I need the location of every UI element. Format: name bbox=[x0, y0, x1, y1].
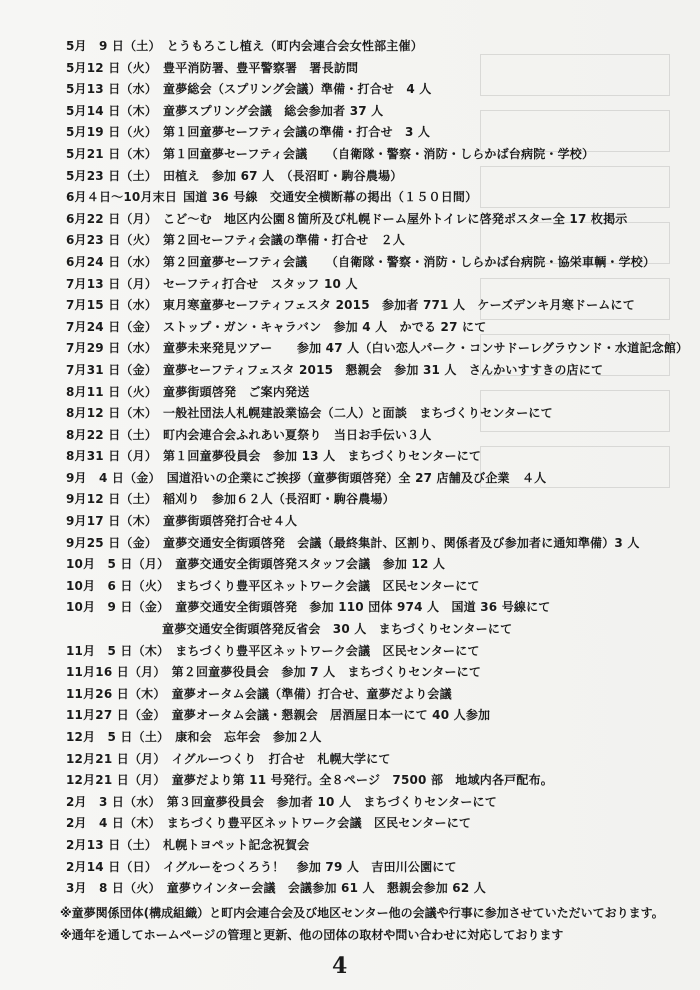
entry-date: 6月４日～10月末日 bbox=[66, 190, 178, 205]
entry-text: 童夢交通安全街頭啓発 参加 110 団体 974 人 国道 36 号線にて bbox=[175, 600, 551, 615]
entry-date: 8月12 日（木） bbox=[66, 406, 158, 421]
entry-date: 10月 5 日（月） bbox=[66, 557, 170, 572]
entry-date: 7月24 日（金） bbox=[66, 319, 158, 334]
entry-text: 童夢総会（スプリング会議）準備・打合せ 4 人 bbox=[163, 82, 432, 97]
entry-date: 7月15 日（水） bbox=[66, 298, 158, 313]
list-item bbox=[0, 338, 700, 360]
entry-date: 5月12 日（火） bbox=[66, 60, 158, 75]
list-item bbox=[0, 684, 700, 706]
entry-date: 12月21 日（月） bbox=[66, 773, 166, 788]
entry-date: 12月21 日（月） bbox=[66, 751, 166, 766]
list-item bbox=[0, 576, 700, 598]
entry-date: 8月22 日（土） bbox=[66, 427, 158, 442]
entry-date: 2月 3 日（水） bbox=[66, 794, 161, 809]
entry-text: 童夢交通安全街頭啓発反省会 30 人 まちづくりセンターにて bbox=[162, 622, 513, 637]
list-item bbox=[0, 446, 700, 468]
entry-text: 第１回童夢セーフティ会議 （自衛隊・警察・消防・しらかば台病院・学校） bbox=[163, 146, 595, 161]
entry-date: 2月 4 日（木） bbox=[66, 816, 161, 831]
list-item bbox=[0, 295, 700, 317]
entry-date: 9月12 日（土） bbox=[66, 492, 158, 507]
entry-text: とうもろこし植え（町内会連合会女性部主催） bbox=[166, 39, 423, 53]
entry-text: 東月寒童夢セーフティフェスタ 2015 参加者 771 人 ケーズデンキ月寒ドームにて bbox=[163, 298, 635, 313]
entry-date: 3月 8 日（火） bbox=[66, 881, 161, 896]
list-item bbox=[0, 705, 700, 727]
entry-text: 第３回童夢役員会 参加者 10 人 まちづくりセンターにて bbox=[166, 794, 497, 809]
list-item bbox=[0, 58, 700, 80]
list-item bbox=[0, 252, 700, 274]
list-item bbox=[0, 770, 700, 792]
entry-text: 町内会連合会ふれあい夏祭り 当日お手伝い３人 bbox=[163, 427, 432, 442]
entry-text: 童夢オータム会議・懇親会 居酒屋日本一にて 40 人参加 bbox=[171, 708, 491, 723]
entry-date: 5月 9 日（土） bbox=[66, 39, 161, 53]
entry-text: 稲刈り 参加６２人（長沼町・駒谷農場） bbox=[163, 492, 395, 507]
entry-text: 童夢未来発見ツアー 参加 47 人（白い恋人パーク・コンサドーレグラウンド・水道記念館） bbox=[163, 341, 689, 356]
entry-date: 11月16 日（月） bbox=[66, 665, 166, 680]
list-item bbox=[0, 619, 700, 641]
list-item bbox=[0, 122, 700, 144]
list-item bbox=[0, 533, 700, 555]
entry-text: 童夢セーフティフェスタ 2015 懇親会 参加 31 人 さんかいすすきの店にて bbox=[163, 362, 604, 377]
entry-date: 5月13 日（水） bbox=[66, 82, 158, 97]
entry-date: 5月14 日（木） bbox=[66, 103, 158, 118]
list-item bbox=[0, 511, 700, 533]
entry-date: 2月14 日（日） bbox=[66, 859, 158, 874]
entry-text: 豊平消防署、豊平警察署 署長訪問 bbox=[163, 60, 359, 75]
entry-date: 7月31 日（金） bbox=[66, 362, 158, 377]
entry-date: 5月23 日（土） bbox=[66, 168, 158, 183]
entry-text: 第１回童夢役員会 参加 13 人 まちづくりセンターにて bbox=[163, 449, 482, 464]
entry-text: 童夢街頭啓発打合せ４人 bbox=[163, 514, 298, 529]
list-item bbox=[0, 597, 700, 619]
entry-date: 11月26 日（木） bbox=[66, 686, 166, 701]
list-item bbox=[0, 857, 700, 879]
entry-date: 6月23 日（火） bbox=[66, 233, 158, 248]
entry-date: 9月 4 日（金） bbox=[66, 470, 161, 485]
list-item bbox=[0, 360, 700, 382]
entry-date: 12月 5 日（土） bbox=[66, 730, 170, 744]
list-item bbox=[0, 403, 700, 425]
entry-text: 童夢交通安全街頭啓発 会議（最終集計、区割り、関係者及び参加者に通知準備）3 人 bbox=[163, 535, 640, 550]
list-item bbox=[0, 835, 700, 857]
list-item bbox=[0, 749, 700, 771]
entry-date: 11月 5 日（木） bbox=[66, 643, 170, 658]
entry-text: 第１回童夢セーフティ会議の準備・打合せ 3 人 bbox=[163, 125, 431, 140]
entry-date: 6月22 日（月） bbox=[66, 211, 158, 226]
entry-text: こど～む 地区内公園８箇所及び札幌ドーム屋外トイレに啓発ポスター全 17 枚掲示 bbox=[163, 211, 628, 226]
entry-text: まちづくり豊平区ネットワーク会議 区民センターにて bbox=[166, 816, 472, 831]
entry-date: 8月11 日（火） bbox=[66, 384, 158, 399]
list-item bbox=[0, 36, 700, 58]
list-item bbox=[0, 727, 700, 749]
entry-text: ストップ・ガン・キャラバン 参加 4 人 かでる 27 にて bbox=[163, 319, 487, 334]
list-item bbox=[0, 813, 700, 835]
entry-date: 5月19 日（火） bbox=[66, 125, 158, 140]
entry-date: 5月21 日（木） bbox=[66, 146, 158, 161]
entry-text: 一般社団法人札幌建設業協会（二人）と面談 まちづくりセンターにて bbox=[163, 406, 553, 421]
entry-text: 第２回セーフティ会議の準備・打合せ ２人 bbox=[163, 233, 405, 248]
entry-text: 田植え 参加 67 人 （長沼町・駒谷農場） bbox=[163, 168, 403, 183]
footnote-homepage: ※通年を通してホームページの管理と更新、他の団体の取材や問い合わせに対応しております bbox=[60, 928, 564, 942]
entry-date: 10月 6 日（火） bbox=[66, 578, 170, 593]
list-item bbox=[0, 166, 700, 188]
entry-text: イグルーつくり 打合せ 札幌大学にて bbox=[171, 751, 391, 766]
entry-date: 9月17 日（木） bbox=[66, 514, 158, 529]
list-item bbox=[0, 662, 700, 684]
entry-date: 2月13 日（土） bbox=[66, 837, 158, 852]
list-item bbox=[0, 317, 700, 339]
list-item bbox=[0, 382, 700, 404]
list-item bbox=[0, 187, 700, 209]
list-item bbox=[0, 641, 700, 663]
entry-date: 6月24 日（水） bbox=[66, 254, 158, 269]
entry-date: 9月25 日（金） bbox=[66, 535, 158, 550]
entry-text: まちづくり豊平区ネットワーク会議 区民センターにて bbox=[175, 643, 480, 658]
entry-date: 7月13 日（月） bbox=[66, 276, 158, 291]
entry-text: 第２回童夢役員会 参加 7 人 まちづくりセンターにて bbox=[171, 665, 482, 680]
entry-date: 10月 9 日（金） bbox=[66, 600, 170, 615]
entry-text: 第２回童夢セーフティ会議 （自衛隊・警察・消防・しらかば台病院・協栄車輌・学校） bbox=[163, 254, 656, 269]
list-item bbox=[0, 468, 700, 490]
entry-text: 童夢だより第 11 号発行。全８ページ 7500 部 地域内各戸配布。 bbox=[171, 773, 553, 788]
entry-text: 康和会 忘年会 参加２人 bbox=[175, 730, 322, 744]
list-item bbox=[0, 230, 700, 252]
entry-date: 11月27 日（金） bbox=[66, 708, 166, 723]
entry-text: まちづくり豊平区ネットワーク会議 区民センターにて bbox=[175, 578, 480, 593]
list-item bbox=[0, 274, 700, 296]
entry-text: 童夢スプリング会議 総会参加者 37 人 bbox=[163, 103, 384, 118]
list-item bbox=[0, 878, 700, 900]
list-item bbox=[0, 79, 700, 101]
entry-text: 国道沿いの企業にご挨拶（童夢街頭啓発）全 27 店舗及び企業 ４人 bbox=[166, 470, 547, 485]
entry-text: 童夢ウインター会議 会議参加 61 人 懇親会参加 62 人 bbox=[166, 881, 486, 896]
list-item bbox=[0, 144, 700, 166]
list-item bbox=[0, 554, 700, 576]
entry-text: 童夢街頭啓発 ご案内発送 bbox=[163, 384, 310, 399]
list-item bbox=[0, 792, 700, 814]
entry-text: セーフティ打合せ スタッフ 10 人 bbox=[163, 276, 358, 291]
list-item bbox=[0, 101, 700, 123]
list-item bbox=[0, 425, 700, 447]
entry-text: 国道 36 号線 交通安全横断幕の掲出（１５０日間） bbox=[183, 190, 478, 205]
entry-text: 童夢交通安全街頭啓発スタッフ会議 参加 12 人 bbox=[175, 557, 446, 572]
entry-text: イグルーをつくろう！ 参加 79 人 吉田川公園にて bbox=[163, 859, 457, 874]
page-number: 4 bbox=[332, 953, 348, 979]
entry-text: 童夢オータム会議（準備）打合せ、童夢だより会議 bbox=[171, 686, 452, 701]
entry-date: 7月29 日（水） bbox=[66, 341, 158, 356]
activity-log-list bbox=[0, 36, 700, 900]
entry-text: 札幌トヨペット記念祝賀会 bbox=[163, 837, 310, 852]
list-item bbox=[0, 209, 700, 231]
list-item bbox=[0, 489, 700, 511]
entry-date: 8月31 日（月） bbox=[66, 449, 158, 464]
footnote-participation: ※童夢関係団体(構成組織）と町内会連合会及び地区センター他の会議や行事に参加させていただいております。 bbox=[60, 906, 664, 920]
